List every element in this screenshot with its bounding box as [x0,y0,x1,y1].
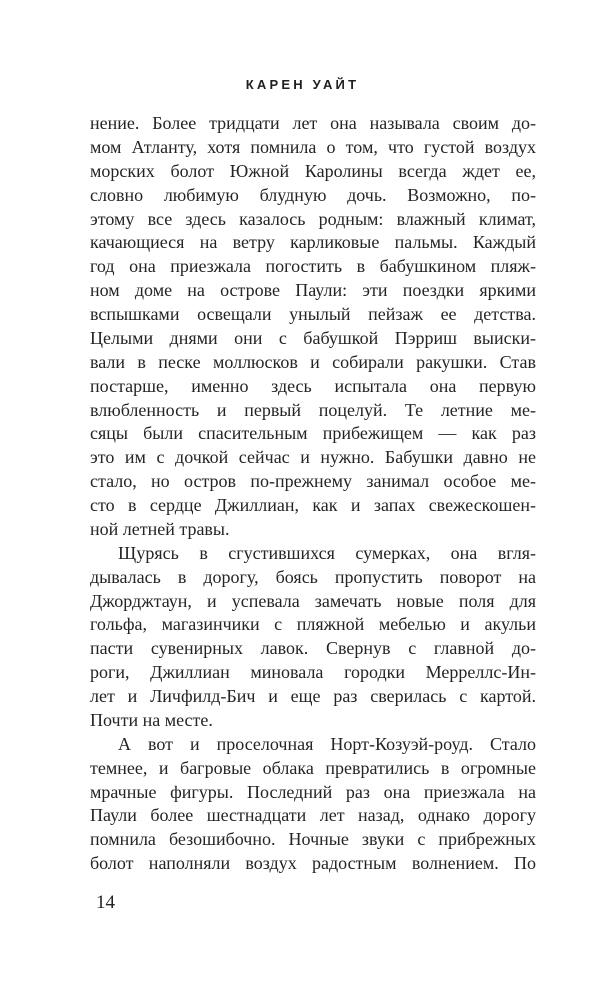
text-line: ной летней травы. [90,518,230,539]
page-number: 14 [96,892,115,913]
text-line: мрачные фигуры. Последний раз она приезжала на [90,781,536,802]
paragraph [90,733,536,876]
text-line: влюбленность и первый поцелуй. Те летние ме- [90,399,536,420]
text-line: морских болот Южной Каролины всегда ждет ее, [90,160,536,181]
text-line: роги, Джиллиан миновала городки Мерреллс-Ин- [90,662,536,683]
text-line: болот наполняли воздух радостным волнением. По [90,853,536,874]
text-line: год она приезжала погостить в бабушкином пляж- [90,256,536,277]
text-line: лет и Личфилд-Бич и еще раз сверилась с картой. [90,686,536,706]
paragraph [90,112,536,542]
text-line: Почти на месте. [90,709,213,730]
text-block [90,112,536,876]
text-line: сто в сердце Джиллиан, как и запах свежескошен- [90,495,536,515]
text-line: словно любимую блудную дочь. Возможно, по- [90,184,536,205]
text-line: это им с дочкой сейчас и нужно. Бабушки давно не [90,447,536,468]
paragraph [90,542,536,733]
text-line: Джорджтаун, и успевала замечать новые поля для [90,590,536,611]
text-line: постарше, именно здесь испытала она первую [90,375,536,396]
text-line: темнее, и багровые облака превратились в огромные [90,757,536,778]
text-line: А вот и проселочная Норт-Козуэй-роуд. Стало [118,733,536,754]
text-line: мом Атланту, хотя помнила о том, что густой воздух [90,136,536,157]
text-line: качающиеся на ветру карликовые пальмы. Каждый [90,232,536,253]
text-line: Целыми днями они с бабушкой Пэрриш выиски- [90,327,536,348]
text-line: вали в песке моллюсков и собирали ракушки. Став [90,351,536,372]
text-line: Паули более шестнадцати лет назад, однако дорогу [90,805,536,826]
text-line: вспышками освещали унылый пейзаж ее детства. [90,304,536,324]
text-line: гольфа, магазинчики с пляжной мебелью и акульи [90,614,536,635]
text-line: помнила безошибочно. Ночные звуки с прибрежных [90,829,536,850]
text-line: ном доме на острове Паули: эти поездки яркими [90,280,536,301]
text-line: сяцы были спасительным прибежищем — как раз [90,423,536,444]
text-line: пасти сувенирных лавок. Свернув с главной до- [90,638,536,659]
text-line: стало, но остров по-прежнему занимал особое ме- [90,471,536,492]
author-header: КАРЕН УАЙТ [245,77,360,92]
text-line: дывалась в дорогу, боясь пропустить поворот на [90,566,536,587]
text-line: Щурясь в сгустившихся сумерках, она вгля- [118,542,536,563]
text-line: этому все здесь казалось родным: влажный климат, [90,208,536,229]
text-line: нение. Более тридцати лет она называла своим до- [90,113,536,133]
